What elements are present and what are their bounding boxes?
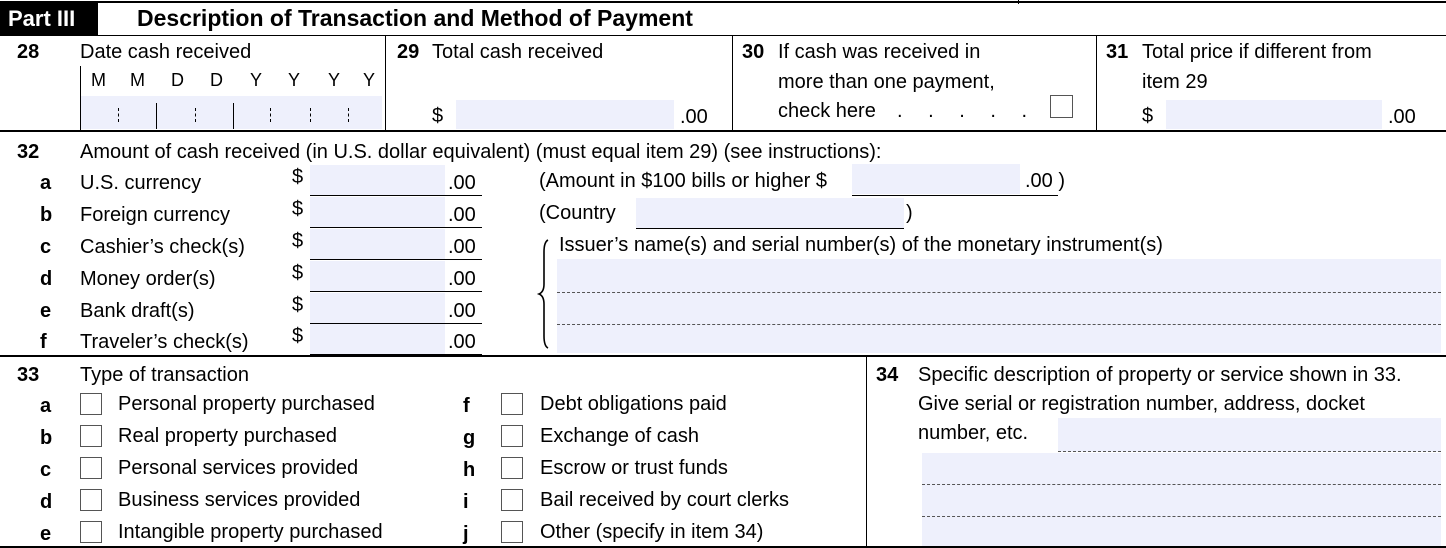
row-label: U.S. currency <box>80 172 202 194</box>
hundred-label: (Amount in $100 bills or higher $ <box>539 170 827 192</box>
transaction-label: Business services provided <box>118 489 361 511</box>
row-label: Traveler’s check(s) <box>80 331 249 353</box>
transaction-label: Intangible property purchased <box>118 521 383 543</box>
item-29-dollar: $ <box>432 105 444 127</box>
item-28-label: Date cash received <box>80 41 252 63</box>
date-letter: Y <box>363 70 376 90</box>
total-cash-input[interactable] <box>456 100 674 129</box>
row-dollar: $ <box>292 294 304 316</box>
item-33-label: Type of transaction <box>80 364 249 386</box>
item-30-line3: check here <box>778 100 876 122</box>
item-29-label: Total cash received <box>432 41 604 63</box>
description-input-2[interactable] <box>922 453 1441 546</box>
row-label: Bank draft(s) <box>80 300 195 322</box>
transaction-letter: c <box>40 459 52 481</box>
date-letter: Y <box>328 70 341 90</box>
top-tick <box>1018 0 1019 4</box>
amount-input[interactable] <box>310 165 445 195</box>
row-dollar: $ <box>292 262 304 284</box>
transaction-label: Escrow or trust funds <box>540 457 728 479</box>
item-32-number: 32 <box>17 141 40 163</box>
item-31-number: 31 <box>1106 41 1129 63</box>
date-digit-tick <box>195 108 196 122</box>
hundred-underline <box>852 195 1058 196</box>
row-cents: .00 <box>448 236 476 258</box>
issuer-line-1 <box>557 292 1441 293</box>
row-letter: f <box>40 331 47 353</box>
item-29-number: 29 <box>397 41 420 63</box>
issuer-label: Issuer’s name(s) and serial number(s) of the monetary instrument(s) <box>559 234 1163 256</box>
row-dollar: $ <box>292 166 304 188</box>
multiple-payment-checkbox[interactable] <box>1050 95 1073 118</box>
country-close: ) <box>906 202 913 224</box>
transaction-letter: g <box>463 427 476 449</box>
transaction-letter: h <box>463 459 476 481</box>
item-29-cents: .00 <box>680 106 708 128</box>
transaction-label: Exchange of cash <box>540 425 699 447</box>
item-31-cents: .00 <box>1388 106 1416 128</box>
row-letter: b <box>40 204 53 226</box>
row-dollar: $ <box>292 230 304 252</box>
transaction-letter: d <box>40 491 53 513</box>
transaction-label: Bail received by court clerks <box>540 489 789 511</box>
amount-underline <box>310 259 482 260</box>
transaction-checkbox[interactable] <box>501 393 523 415</box>
transaction-checkbox[interactable] <box>80 457 102 479</box>
row-rule-1 <box>0 130 1446 132</box>
row-letter: c <box>40 236 52 258</box>
part-title: Description of Transaction and Method of Payment <box>137 5 693 31</box>
transaction-letter: a <box>40 395 52 417</box>
transaction-checkbox[interactable] <box>80 489 102 511</box>
description-input-1[interactable] <box>1058 418 1441 452</box>
item-32-label: Amount of cash received (in U.S. dollar equivalent) (must equal item 29) (see instructions): <box>80 141 882 163</box>
row-cents: .00 <box>448 172 476 194</box>
item-34-line2: Give serial or registration number, address, docket <box>918 393 1365 415</box>
row-cents: .00 <box>448 331 476 353</box>
date-group-divider <box>233 103 234 129</box>
row-dollar: $ <box>292 325 304 347</box>
issuer-line-2 <box>557 324 1441 325</box>
row-cents: .00 <box>448 268 476 290</box>
row-label: Money order(s) <box>80 268 216 290</box>
date-digit-tick <box>310 108 311 122</box>
item-34-number: 34 <box>876 364 899 386</box>
date-letter: D <box>210 70 223 90</box>
row-letter: d <box>40 268 53 290</box>
description-line-1 <box>1058 451 1441 452</box>
item-31-line2: item 29 <box>1142 71 1208 93</box>
row-dollar: $ <box>292 198 304 220</box>
item-34-line3: number, etc. <box>918 422 1029 444</box>
transaction-label: Other (specify in item 34) <box>540 521 764 543</box>
amount-input[interactable] <box>310 197 445 227</box>
transaction-letter: f <box>463 395 470 417</box>
issuer-brace <box>536 238 556 350</box>
amount-input[interactable] <box>310 293 445 323</box>
date-digit-tick <box>348 108 349 122</box>
transaction-checkbox[interactable] <box>80 425 102 447</box>
amount-underline <box>310 195 482 196</box>
transaction-checkbox[interactable] <box>501 457 523 479</box>
item-30-dots: . . . . . <box>897 100 1038 122</box>
transaction-letter: i <box>463 491 469 513</box>
description-line-2 <box>922 484 1441 485</box>
item-30-line2: more than one payment, <box>778 71 995 93</box>
transaction-checkbox[interactable] <box>501 425 523 447</box>
date-digit-tick <box>118 108 119 122</box>
transaction-checkbox[interactable] <box>501 489 523 511</box>
row-letter: e <box>40 300 52 322</box>
col-divider-29 <box>385 36 386 130</box>
row-cents: .00 <box>448 300 476 322</box>
transaction-checkbox[interactable] <box>501 521 523 543</box>
country-label: (Country <box>539 202 616 224</box>
item-30-line1: If cash was received in <box>778 41 981 63</box>
date-input[interactable] <box>81 96 382 129</box>
country-input[interactable] <box>636 198 904 228</box>
header-rule <box>0 35 1446 36</box>
part-label: Part III <box>0 3 98 35</box>
transaction-letter: j <box>463 523 469 545</box>
row-rule-2 <box>0 355 1446 357</box>
amount-input[interactable] <box>310 324 445 354</box>
item-34-line1: Specific description of property or service shown in 33. <box>918 364 1402 386</box>
total-price-input[interactable] <box>1166 100 1382 129</box>
item-31-line1: Total price if different from <box>1142 41 1372 63</box>
transaction-letter: e <box>40 523 52 545</box>
top-rule <box>0 1 1446 3</box>
transaction-label: Personal property purchased <box>118 393 375 415</box>
transaction-label: Personal services provided <box>118 457 359 479</box>
amount-underline <box>310 227 482 228</box>
item-30-number: 30 <box>742 41 765 63</box>
row-label: Foreign currency <box>80 204 231 226</box>
row-label: Cashier’s check(s) <box>80 236 245 258</box>
transaction-letter: b <box>40 427 53 449</box>
amount-input[interactable] <box>310 261 445 291</box>
transaction-checkbox[interactable] <box>80 393 102 415</box>
date-letter: M <box>91 70 106 90</box>
date-letter: M <box>130 70 145 90</box>
transaction-label: Real property purchased <box>118 425 338 447</box>
date-digit-tick <box>270 108 271 122</box>
amount-input[interactable] <box>310 229 445 259</box>
hundred-cents: .00 ) <box>1025 170 1066 192</box>
item-31-dollar: $ <box>1142 105 1154 127</box>
date-letter: D <box>171 70 184 90</box>
date-group-divider <box>156 103 157 129</box>
date-letter: Y <box>288 70 301 90</box>
hundred-bills-input[interactable] <box>852 164 1020 194</box>
transaction-checkbox[interactable] <box>80 521 102 543</box>
row-cents: .00 <box>448 204 476 226</box>
row-letter: a <box>40 172 52 194</box>
description-line-3 <box>922 516 1441 517</box>
issuer-input[interactable] <box>557 259 1441 353</box>
col-divider-34 <box>866 356 867 548</box>
item-28-number: 28 <box>17 41 40 63</box>
date-letter: Y <box>250 70 263 90</box>
col-divider-30 <box>732 36 733 130</box>
amount-underline <box>310 291 482 292</box>
item-33-number: 33 <box>17 364 40 386</box>
transaction-label: Debt obligations paid <box>540 393 727 415</box>
col-divider-31 <box>1096 36 1097 130</box>
country-underline <box>636 228 904 229</box>
